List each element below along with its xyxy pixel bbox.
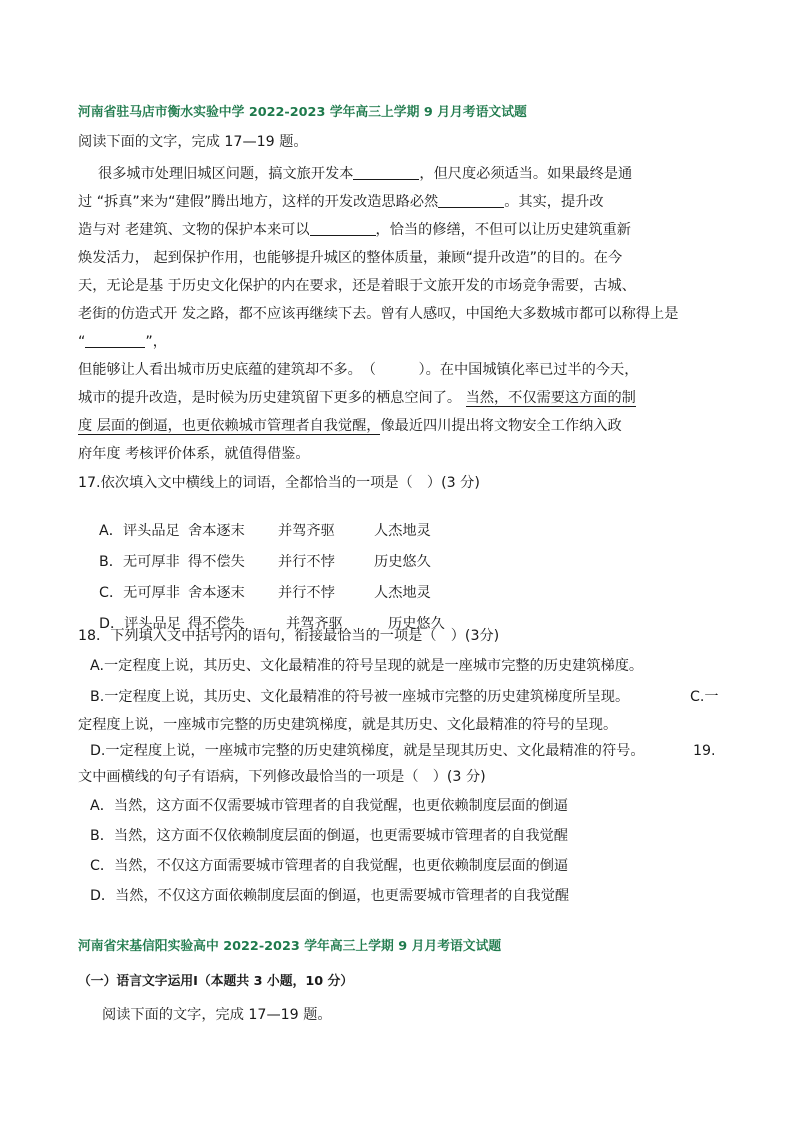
section-heading: （一）语言文字运用Ⅰ（本题共 3 小题，10 分） [78, 974, 354, 989]
question-18-option-c: 定程度上说，一座城市完整的历史建筑梯度，就是其历史、文化最精准的符号的呈现。 [78, 717, 618, 733]
blank-4 [85, 333, 145, 348]
question-18-option-d: D.一定程度上说，一座城市完整的历史建筑梯度，就是呈现其历史、文化最精准的符号。 [90, 743, 645, 759]
question-18-option-c-start: C.一 [690, 689, 719, 705]
instruction-2: 阅读下面的文字，完成 17—19 题。 [102, 1007, 332, 1023]
question-17-option-a: A．评头品足 舍本逐末 并驾齐驱 人杰地灵 [99, 523, 431, 539]
passage-line-11: 府年度 考核评价体系，就值得借鉴。 [78, 446, 310, 462]
passage-line-6: 老街的仿造式开 发之路，都不应该再继续下去。曾有人感叹，中国绝大多数城市都可以称得上是 [78, 306, 679, 322]
question-19-stem: 文中画横线的句子有语病，下列修改最恰当的一项是（ ）(3 分) [78, 769, 486, 785]
question-19-option-a: A．当然，这方面不仅需要城市管理者的自我觉醒，也更依赖制度层面的倒逼 [90, 798, 568, 814]
blank-1 [353, 165, 419, 180]
passage-line-7: “ ”， [78, 334, 167, 350]
question-19-option-c: C．当然，不仅这方面需要城市管理者的自我觉醒，也更依赖制度层面的倒逼 [90, 858, 569, 874]
question-19-number: 19. [693, 743, 716, 759]
instruction-1: 阅读下面的文字，完成 17—19 题。 [78, 134, 308, 150]
question-17-stem: 17.依次填入文中横线上的词语，全都恰当的一项是（ ）(3 分) [78, 475, 480, 491]
passage-line-4: 焕发活力， 起到保护作用，也能够提升城区的整体质量，兼顾“提升改造”的目的。在今 [78, 250, 623, 266]
passage-line-10: 度 层面的倒逼，也更依赖城市管理者自我觉醒，像最近四川提出将文物安全工作纳入政 [78, 418, 622, 434]
passage-line-2: 过 “拆真”来为“建假”腾出地方，这样的开发改造思路必然 。其实，提升改 [78, 194, 604, 210]
exam-title-2: 河南省宋基信阳实验高中 2022-2023 学年高三上学期 9 月月考语文试题 [78, 939, 502, 954]
passage-line-8: 但能够让人看出城市历史底蕴的建筑却不多。 （ ）。在中国城镇化率已过半的今天， [78, 362, 639, 378]
underlined-sentence-part-1: 当然，不仅需要这方面的制 [465, 390, 636, 406]
question-17-option-c: C．无可厚非 舍本逐末 并行不悖 人杰地灵 [99, 585, 431, 601]
passage-line-1: 很多城市处理旧城区问题，搞文旅开发本 ，但尺度必须适当。如果最终是通 [98, 166, 633, 182]
blank-2 [438, 193, 504, 208]
question-19-option-b: B．当然，这方面不仅依赖制度层面的倒逼，也更需要城市管理者的自我觉醒 [90, 828, 568, 844]
question-17-option-d: D．评头品足 得不偿失 并驾齐驱 历史悠久 [99, 616, 445, 632]
exam-title-1: 河南省驻马店市衡水实验中学 2022-2023 学年高三上学期 9 月月考语文试题 [78, 105, 527, 120]
underlined-sentence-part-2: 度 层面的倒逼，也更依赖城市管理者自我觉醒， [78, 418, 381, 434]
passage-line-9: 城市的提升改造，是时候为历史建筑留下更多的栖息空间了。 当然，不仅需要这方面的制 [78, 390, 636, 406]
blank-3 [310, 221, 376, 236]
question-19-option-d: D．当然，不仅这方面依赖制度层面的倒逼，也更需要城市管理者的自我觉醒 [90, 888, 570, 904]
question-18-option-b: B.一定程度上说，其历史、文化最精准的符号被一座城市完整的历史建筑梯度所呈现。 [90, 689, 630, 705]
passage-line-5: 天，无论是基 于历史文化保护的内在要求，还是着眼于文旅开发的市场竞争需要，古城、 [78, 278, 636, 294]
passage-line-3: 造与对 老建筑、文物的保护本来可以 ，恰当的修缮，不但可以让历史建筑重新 [78, 222, 631, 238]
question-18-stem: 18．下列填入文中括号内的语句，衔接最恰当的一项是（ ）(3分) [78, 628, 500, 644]
question-17-option-b: B．无可厚非 得不偿失 并行不悖 历史悠久 [99, 554, 431, 570]
question-18-option-a: A.一定程度上说，其历史、文化最精准的符号呈现的就是一座城市完整的历史建筑梯度。 [90, 658, 644, 674]
